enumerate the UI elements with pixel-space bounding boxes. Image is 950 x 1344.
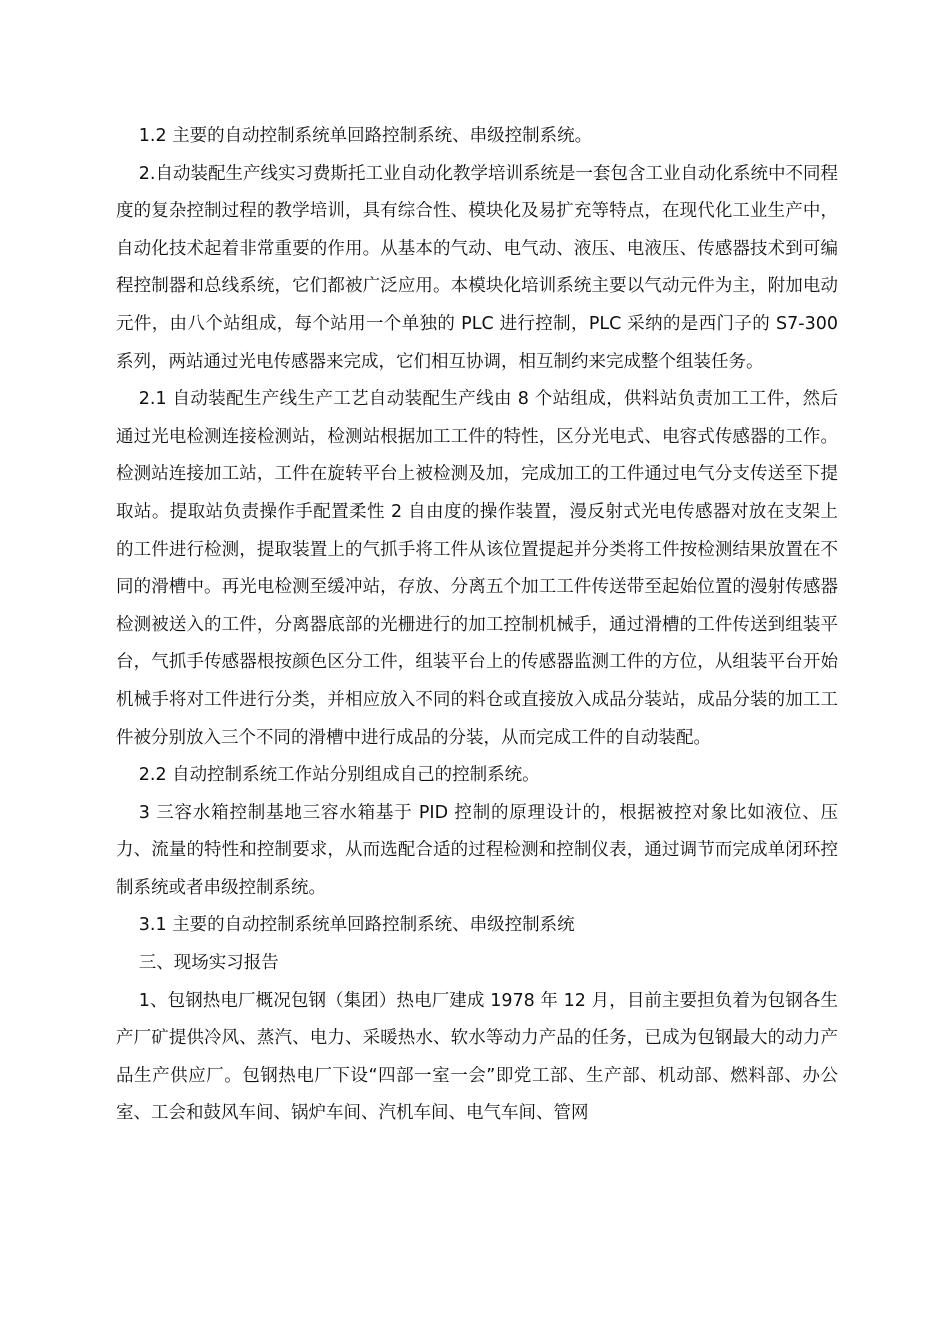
paragraph-1-power-plant: 1、包钢热电厂概况包钢（集团）热电厂建成 1978 年 12 月，目前主要担负着为包钢各生产厂矿提供冷风、蒸汽、电力、采暖热水、软水等动力产品的任务，已成为包钢最大的动力产品生产供应厂。包钢热电厂下设“四部一室一会”即党工部、生产部、机动部、燃料部、办公室、工会和鼓风车间、锅炉车间、汽机车间、电气车间、管网 xyxy=(116,990,838,1124)
paragraph-2-2-workstation-control: 2.2 自动控制系统工作站分别组成自己的控制系统。 xyxy=(138,765,540,786)
paragraph-3-1-control-systems: 3.1 主要的自动控制系统单回路控制系统、串级控制系统 xyxy=(138,915,575,936)
paragraph-2-1-process: 2.1 自动装配生产线生产工艺自动装配生产线由 8 个站组成，供料站负责加工工件，然后通过光电检测连接检测站，检测站根据加工工件的特性，区分光电式、电容式传感器的工作。检测站连接加工站，工件在旋转平台上被检测及加，完成加工的工件通过电气分支传送至下提取站。提取站负责操作手配置柔性 2 自由度的操作装置，漫反射式光电传感器对放在支架上的工件进行检测，提取装置上的气抓手将工件从该位置提起并分类将工件按检测结果放置在不同的滑槽中。再光电检测至缓冲站，存放、分离五个加工工件传送带至起始位置的漫射传感器检测被送入的工件，分离器底部的光栅进行的加工控制机械手，通过滑槽的工件传送到组装平台，气抓手传感器根按颜色区分工件，组装平台上的传感器监测工件的方位，从组装平台开始机械手将对工件进行分类，并相应放入不同的料仓或直接放入成品分装站，成品分装的加工工件被分别放入三个不同的滑槽中进行成品的分装，从而完成工件的自动装配。 xyxy=(116,389,838,748)
section-heading-field-report: 三、现场实习报告 xyxy=(138,953,279,974)
paragraph-1-2-control-systems: 1.2 主要的自动控制系统单回路控制系统、串级控制系统。 xyxy=(138,126,593,146)
paragraph-3-water-tank: 3 三容水箱控制基地三容水箱基于 PID 控制的原理设计的，根据被控对象比如液位、压力、流量的特性和控制要求，从而选配合适的过程检测和控制仪表，通过调节而完成单闭环控制系统或者串级控制系统。 xyxy=(116,802,838,898)
document-body xyxy=(116,118,838,1133)
paragraph-2-assembly-line: 2.自动装配生产线实习费斯托工业自动化教学培训系统是一套包含工业自动化系统中不同程度的复杂控制过程的教学培训，具有综合性、模块化及易扩充等特点，在现代化工业生产中，自动化技术起着非常重要的作用。从基本的气动、电气动、液压、电液压、传感器技术到可编程控制器和总线系统，它们都被广泛应用。本模块化培训系统主要以气动元件为主，附加电动元件，由八个站组成，每个站用一个单独的 PLC 进行控制，PLC 采纳的是西门子的 S7-300 系列，两站通过光电传感器来完成，它们相互协调，相互制约来完成整个组装任务。 xyxy=(116,163,838,372)
